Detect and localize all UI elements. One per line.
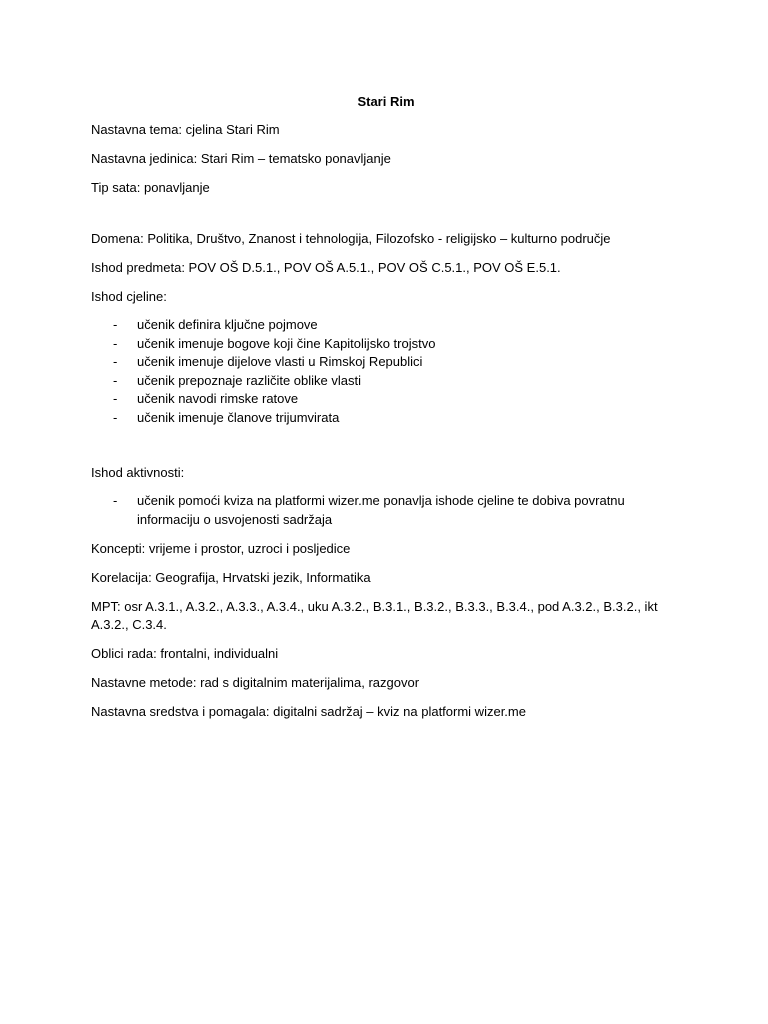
list-item-text: učenik imenuje dijelove vlasti u Rimskoj Republici [137,354,423,369]
ishod-aktivnosti-label: Ishod aktivnosti: [91,465,185,480]
ishod-aktivnosti-list [91,492,681,529]
list-dash: - [113,354,118,369]
list-item [91,316,681,335]
list-item-text: učenik pomoći kviza na platformi wizer.me ponavlja ishode cjeline te dobiva povratnu informaciju o usvojenosti sadržaja [137,493,625,527]
list-item [91,409,681,428]
list-dash: - [113,409,118,425]
korelacija-line: Korelacija: Geografija, Hrvatski jezik, Informatika [91,570,371,585]
nastavne-metode-line: Nastavne metode: rad s digitalnim materijalima, razgovor [91,675,420,690]
list-item [91,390,681,409]
list-item [91,353,681,372]
ishod-cjeline-label: Ishod cjeline: [91,289,167,304]
list-item-text: učenik prepoznaje različite oblike vlasti [137,372,362,388]
list-dash: - [113,335,118,351]
list-item-text: učenik definira ključne pojmove [137,317,318,332]
spacer [91,438,681,464]
ishod-cjeline-list [91,316,681,427]
spacer [91,208,681,230]
mpt-line: MPT: osr A.3.1., A.3.2., A.3.3., A.3.4., uku A.3.2., B.3.1., B.3.2., B.3.3., B.3.4., pod A.3.2., B.3.2., ikt A.3.2., C.3.4. [91,599,658,632]
nastavna-sredstva-line: Nastavna sredstva i pomagala: digitalni sadržaj – kviz na platformi wizer.me [91,704,526,719]
ishod-predmeta-line: Ishod predmeta: POV OŠ D.5.1., POV OŠ A.5.1., POV OŠ C.5.1., POV OŠ E.5.1. [91,260,561,275]
nastavna-jedinica-line: Nastavna jedinica: Stari Rim – tematsko ponavljanje [91,151,391,166]
list-dash: - [113,317,118,332]
list-item [91,492,681,529]
document-body [91,93,681,732]
list-item-text: učenik navodi rimske ratove [137,391,299,406]
list-item-text: učenik imenuje članove trijumvirata [137,409,340,425]
list-item-text: učenik imenuje bogove koji čine Kapitolijsko trojstvo [137,335,436,351]
domena-line: Domena: Politika, Društvo, Znanost i tehnologija, Filozofsko - religijsko – kulturno područje [91,231,611,246]
oblici-rada-line: Oblici rada: frontalni, individualni [91,646,279,661]
list-dash: - [113,372,118,388]
koncepti-line: Koncepti: vrijeme i prostor, uzroci i posljedice [91,541,351,556]
list-dash: - [113,493,118,508]
list-item [91,335,681,354]
list-item [91,372,681,391]
tip-sata-line: Tip sata: ponavljanje [91,180,210,195]
document-title: Stari Rim [357,94,415,109]
list-dash: - [113,391,118,406]
nastavna-tema-line: Nastavna tema: cjelina Stari Rim [91,122,280,137]
